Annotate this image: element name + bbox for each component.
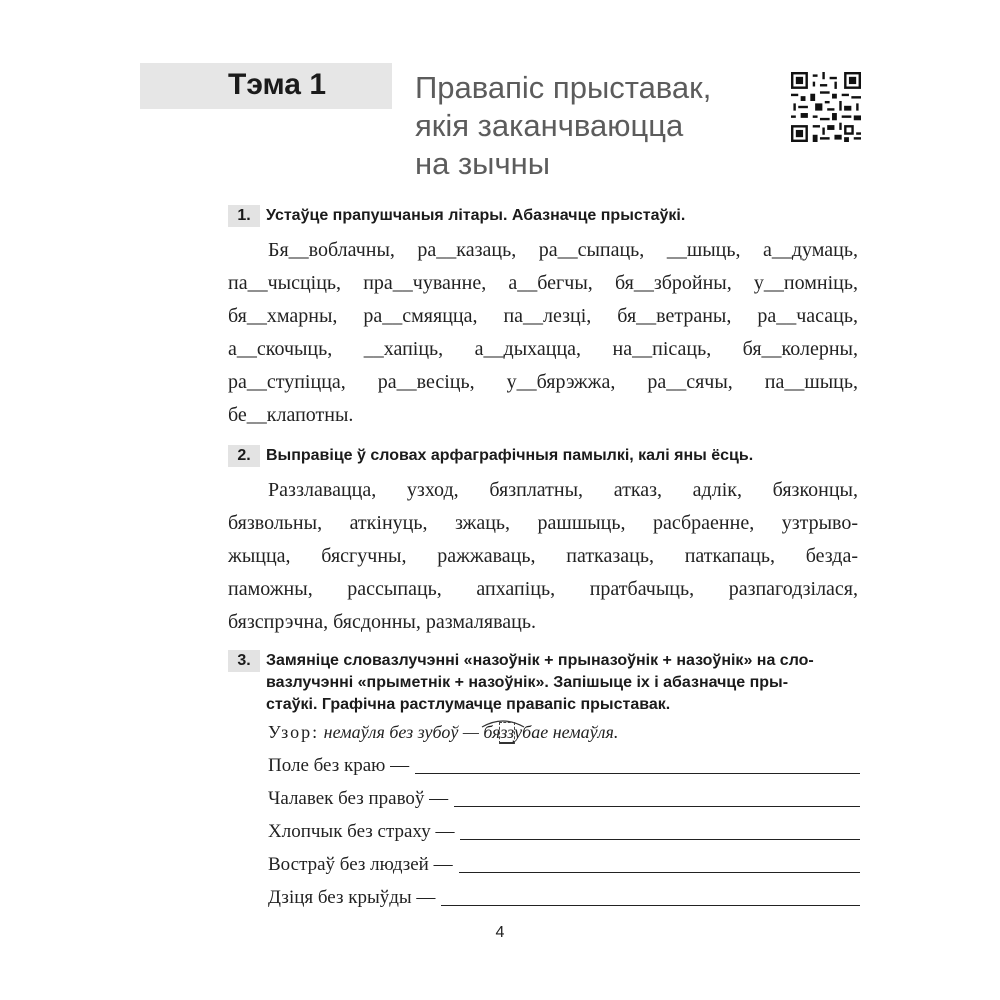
instruction-line: вазлучэнні «прыметнік + назоўнік». Запішыце іх і абазначце пры- <box>266 674 789 691</box>
answer-blank[interactable] <box>454 806 860 807</box>
answer-phrase: Поле без краю — <box>268 755 410 776</box>
task-instruction-3 <box>266 650 866 716</box>
example-label: Узор: <box>268 722 320 742</box>
instruction-line: Замяніце словазлучэнні «назоўнік + прыназоўнік + назоўнік» на сло- <box>266 652 814 669</box>
letter-underline <box>500 742 514 744</box>
task-number-2: 2. <box>228 445 260 467</box>
exercise-line: па__чысціць, пра__чуванне, а__бегчы, бя__збройны, у__помніць, <box>228 272 858 294</box>
exercise-line: Раззлавацца, узход, бязплатны, атказ, адлік, бязконцы, <box>268 479 858 501</box>
answer-blank[interactable] <box>460 839 860 840</box>
instruction-line: Устаўце прапушчаныя літары. Абазначце прыстаўкі. <box>266 207 686 224</box>
answer-blank[interactable] <box>459 872 860 873</box>
task-instruction-1 <box>266 205 866 227</box>
exercise-line: а__скочыць, __хапіць, а__дыхацца, на__пісаць, бя__колерны, <box>228 338 858 360</box>
title-line: на зычны <box>415 146 551 181</box>
answer-row <box>268 816 860 844</box>
exercise-line: бя__хмарны, ра__смяяцца, па__лезці, бя__ветраны, ра__часаць, <box>228 305 858 327</box>
answer-rest: убае немаўля. <box>514 722 619 742</box>
letter-box <box>499 722 515 744</box>
answer-double-letters <box>500 720 514 744</box>
example-pattern <box>268 720 618 744</box>
exercise-line: бязвольны, аткінуць, зжаць, рашшыць, расбраенне, узтрыво- <box>228 512 858 534</box>
answer-blank[interactable] <box>415 773 860 774</box>
instruction-line: Выправіце ў словах арфаграфічныя памылкі, калі яны ёсць. <box>266 447 754 464</box>
qr-code-icon[interactable] <box>791 72 861 142</box>
page-number: 4 <box>495 924 505 941</box>
answer-row <box>268 783 860 811</box>
task-instruction-2 <box>266 445 866 467</box>
exercise-line: бе__клапотны. <box>228 404 354 426</box>
title-line: Правапіс прыставак, <box>415 70 712 105</box>
exercise-line: жыцца, бясгучны, ражжаваць, патказаць, паткапаць, безда- <box>228 545 858 567</box>
answer-phrase: Востраў без людзей — <box>268 854 453 875</box>
answer-row <box>268 882 860 910</box>
answer-phrase: Хлопчык без страху — <box>268 821 455 842</box>
answer-phrase: Дзіця без крыўды — <box>268 887 436 908</box>
answer-double-text: зз <box>500 722 515 742</box>
answer-phrase: Чалавек без правоў — <box>268 788 449 809</box>
page-title <box>415 69 775 183</box>
task-number-3: 3. <box>228 650 260 672</box>
instruction-line: стаўкі. Графічна растлумачце правапіс прыставак. <box>266 696 671 713</box>
exercise-line: Бя__воблачны, ра__казаць, ра__сыпаць, __шыць, а__думаць, <box>268 239 858 261</box>
answer-row <box>268 849 860 877</box>
task-number-1: 1. <box>228 205 260 227</box>
title-line: якія заканчваюцца <box>415 108 684 143</box>
exercise-line: бязспрэчна, бясдонны, размаляваць. <box>228 611 536 633</box>
answer-blank[interactable] <box>441 905 860 906</box>
answer-row <box>268 750 860 778</box>
topic-label: Тэма 1 <box>228 68 326 101</box>
example-phrase: немаўля без зубоў — <box>323 722 479 742</box>
answer-prefix: бя <box>483 722 501 742</box>
exercise-line: ра__ступіцца, ра__весіць, у__бярэжжа, ра__сячы, па__шыць, <box>228 371 858 393</box>
example-answer <box>483 720 618 744</box>
exercise-line: паможны, рассыпаць, апхапіць, пратбачыць, разпагодзілася, <box>228 578 858 600</box>
